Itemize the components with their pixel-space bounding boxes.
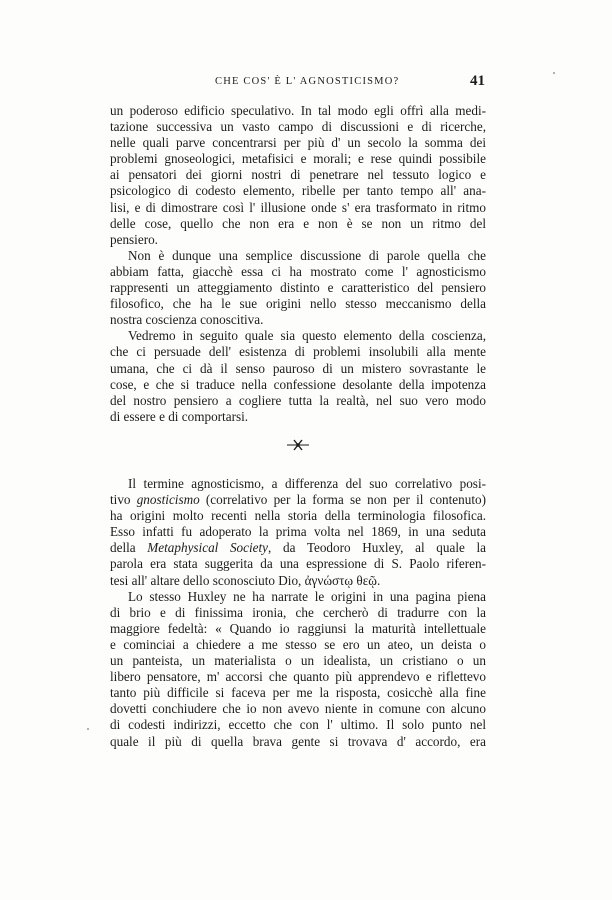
italic-term: Metaphysical Society bbox=[147, 540, 269, 556]
text-line: di codesti indirizzi, eccetto che con l' ultimo. Il solo punto nel bbox=[110, 717, 486, 733]
text-line: parola era stata suggerita da una espressione di S. Paolo riferen- bbox=[110, 556, 486, 572]
paragraph-5 bbox=[110, 589, 486, 750]
text-fragment: (correlativo per la forma se non per il contenuto) bbox=[199, 492, 487, 508]
paragraph-1 bbox=[110, 103, 486, 248]
paragraph-2 bbox=[110, 248, 486, 328]
text-line: abbiam fatta, giacchè essa ci ha mostrato come l' agnosticismo bbox=[110, 263, 486, 279]
paragraph-3 bbox=[110, 328, 486, 425]
running-title: CHE COS' È L' AGNOSTICISMO? bbox=[215, 76, 400, 87]
text-line: ha origini molto recenti nella storia della terminologia filosofica. bbox=[110, 508, 486, 524]
text-line: filosofico, che ha le sue origini nello stesso meccanismo della bbox=[110, 296, 486, 312]
text-line: psicologico di codesto elemento, ribelle per tanto tempo all' ana- bbox=[110, 183, 486, 199]
text-line: problemi gnoseologici, metafisici e morali; e rese quindi possibile bbox=[110, 151, 486, 167]
section-separator-icon bbox=[286, 438, 310, 450]
text-block-bottom bbox=[110, 476, 486, 750]
text-line: nelle quali parve concentrarsi per più d' un secolo la somma dei bbox=[110, 135, 486, 151]
text-line: lisi, e di dimostrare così l' illusione onde s' era trasformato in ritmo bbox=[110, 199, 486, 215]
text-line: un panteista, un materialista o un idealista, un cristiano o un bbox=[110, 653, 486, 669]
text-block-top bbox=[110, 103, 486, 425]
text-line: tanto più difficile si faceva per me la risposta, cosicchè alla fine bbox=[110, 685, 486, 701]
text-line: che ci persuade dell' esistenza di problemi insolubili alla mente bbox=[110, 344, 486, 360]
text-line: di brio e di finissima ironia, che cercherò di tradurre con la bbox=[110, 604, 486, 620]
text-line: un poderoso edificio speculativo. In tal modo egli offrì alla medi- bbox=[110, 103, 486, 118]
text-line: del nostro pensiero a cogliere tutta la realtà, nel suo vero modo bbox=[110, 392, 486, 408]
text-line: pensiero. bbox=[110, 231, 158, 247]
text-line: cose, e che si traduce nella confessione desolante della impotenza bbox=[110, 376, 486, 392]
text-line: rappresenti un atteggiamento distinto e caratteristico del pensiero bbox=[110, 280, 486, 296]
text-line: delle cose, quello che non era e non è se non un ritmo del bbox=[110, 215, 486, 231]
page-number: 41 bbox=[470, 73, 485, 89]
text-line: Vedremo in seguito quale sia questo elemento della coscienza, bbox=[128, 328, 486, 344]
text-line: nostra coscienza conoscitiva. bbox=[110, 312, 264, 328]
paper-speck bbox=[553, 72, 555, 74]
paper-speck bbox=[87, 728, 89, 730]
text-line: Lo stesso Huxley ne ha narrate le origini in una pagina piena bbox=[128, 588, 486, 604]
text-line: Esso infatti fu adoperato la prima volta nel 1869, in una seduta bbox=[110, 524, 486, 540]
text-line: dovetti conchiudere che io non avevo niente in comune con alcuno bbox=[110, 701, 486, 717]
text-line: maggiore fedeltà: « Quando io raggiunsi la maturità intellettuale bbox=[110, 620, 486, 636]
text-line: tazione successiva un vasto campo di discussioni e di ricerche, bbox=[110, 119, 486, 135]
text-fragment: , da Teodoro Huxley, al quale la bbox=[268, 540, 486, 556]
text-fragment: della bbox=[110, 540, 148, 556]
text-line bbox=[110, 540, 486, 556]
text-line: di essere e di comportarsi. bbox=[110, 408, 249, 424]
italic-term: gnosticismo bbox=[136, 492, 200, 508]
paragraph-4 bbox=[110, 476, 486, 589]
text-line: tesi all' altare dello sconosciuto Dio, ἀγνώστῳ θεῷ. bbox=[110, 572, 381, 588]
text-line: quale il più di quella brava gente si trovava d' accordo, era bbox=[110, 733, 486, 749]
text-line: libero pensatore, m' accorsi che quanto più apprendevo e riflettevo bbox=[110, 669, 486, 685]
text-line: e cominciai a chiedere a me stesso se ero un ateo, un deista o bbox=[110, 636, 486, 652]
text-line: umana, che ci dà il senso pauroso di un mistero sovrastante le bbox=[110, 360, 486, 376]
text-line bbox=[110, 492, 486, 508]
text-line: Non è dunque una semplice discussione di parole quella che bbox=[128, 247, 486, 263]
text-line: Il termine agnosticismo, a differenza del suo correlativo posi- bbox=[128, 476, 486, 491]
running-head bbox=[110, 73, 485, 96]
text-line: ai pensatori dei giorni nostri di penetrare nel tessuto logico e bbox=[110, 167, 486, 183]
text-fragment: tivo bbox=[110, 492, 137, 508]
